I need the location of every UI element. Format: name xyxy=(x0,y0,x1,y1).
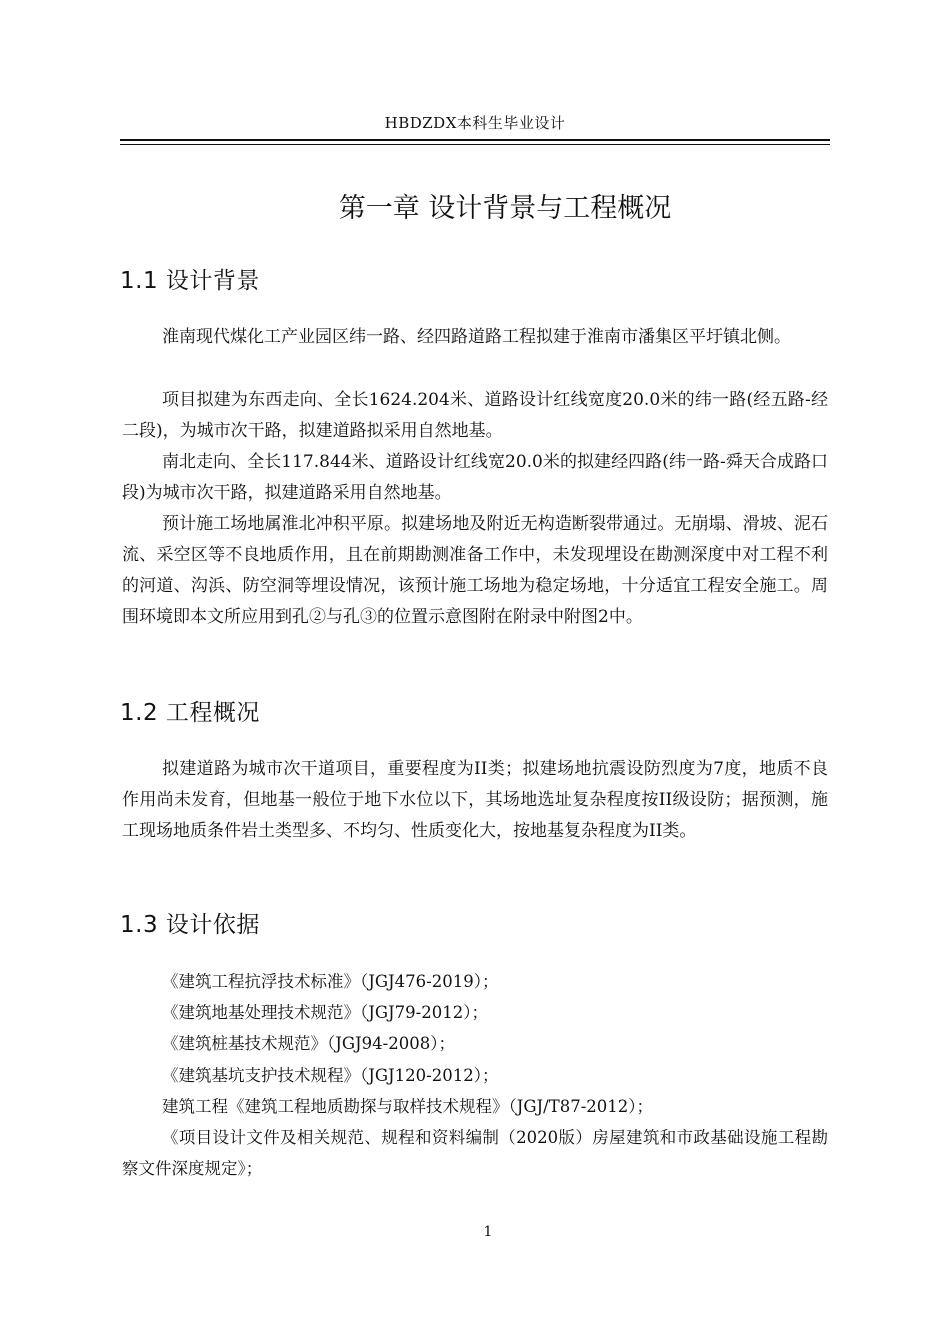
chapter-title: 第一章 设计背景与工程概况 xyxy=(338,193,672,224)
page-number: 1 xyxy=(483,1224,493,1240)
reference-item: 《建筑基坑支护技术规程》（JGJ120-2012）； xyxy=(162,1066,499,1085)
running-header: HBDZDX本科生毕业设计 xyxy=(384,114,566,132)
header-rule-thin xyxy=(120,144,830,145)
paragraph: 南北走向、全长117.844米、道路设计红线宽20.0米的拟建经四路(纬一路-舜天合成路口段)为城市次干路，拟建道路采用自然地基。 xyxy=(122,452,828,503)
reference-item: 建筑工程《建筑工程地质勘探与取样技术规程》（JGJ/T87-2012）； xyxy=(162,1097,654,1116)
paragraph: 淮南现代煤化工产业园区纬一路、经四路道路工程拟建于淮南市潘集区平圩镇北侧。 xyxy=(162,327,791,347)
reference-item: 《建筑地基处理技术规范》（JGJ79-2012）； xyxy=(162,1003,488,1022)
section-heading-1-2: 1.2 工程概况 xyxy=(120,700,260,726)
paragraph: 预计施工场地属淮北冲积平原。拟建场地及附近无构造断裂带通过。无崩塌、滑坡、泥石流、采空区等不良地质作用，且在前期勘测准备工作中，未发现埋设在勘测深度中对工程不利的河道、沟浜、防空洞等埋设情况，该预计施工场地为稳定场地，十分适宜工程安全施工。周围环境即本文所应用到孔②与孔③的位置示意图附在附录中附图2中。 xyxy=(122,514,828,627)
header-rule-thick xyxy=(120,139,830,141)
section-heading-1-3: 1.3 设计依据 xyxy=(120,912,260,938)
reference-item: 《建筑桩基技术规范》（JGJ94-2008）； xyxy=(162,1034,455,1053)
reference-item: 《建筑工程抗浮技术标准》（JGJ476-2019）； xyxy=(162,972,499,991)
paragraph: 拟建道路为城市次干道项目，重要程度为II类；拟建场地抗震设防烈度为7度，地质不良作用尚未发育，但地基一般位于地下水位以下，其场地选址复杂程度按II级设防；据预测，施工现场地质条件岩土类型多、不均匀、性质变化大，按地基复杂程度为II类。 xyxy=(122,759,828,841)
reference-item: 《项目设计文件及相关规范、规程和资料编制（2020版）房屋建筑和市政基础设施工程勘察文件深度规定》； xyxy=(122,1128,828,1178)
paragraph: 项目拟建为东西走向、全长1624.204米、道路设计红线宽度20.0米的纬一路(经五路-经二段)，为城市次干路，拟建道路拟采用自然地基。 xyxy=(122,390,828,441)
section-heading-1-1: 1.1 设计背景 xyxy=(120,268,260,294)
